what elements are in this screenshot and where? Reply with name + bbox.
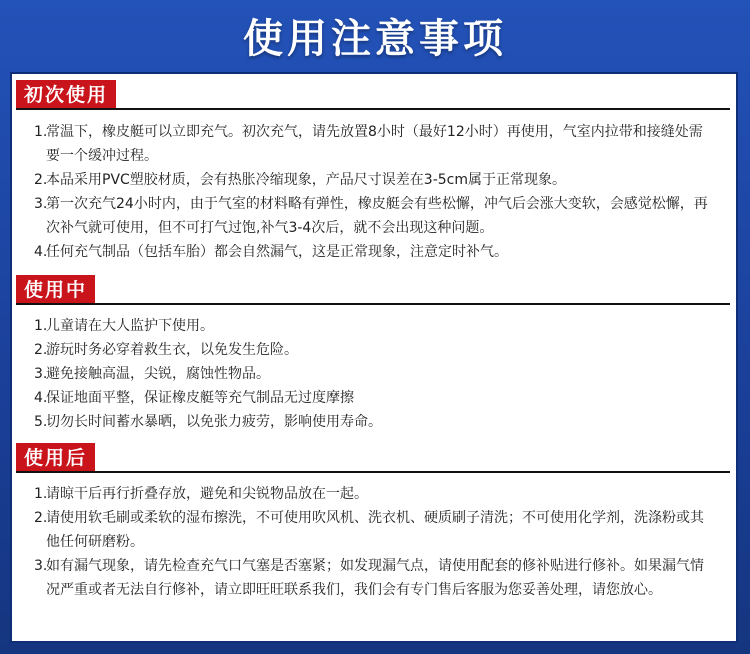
section-divider xyxy=(16,108,730,110)
item-text: 任何充气制品（包括车胎）都会自然漏气，这是正常现象，注意定时补气。 xyxy=(46,244,508,260)
list-item xyxy=(34,554,710,602)
section-list-in-use xyxy=(34,314,710,434)
section-heading-after-use: 使用后 xyxy=(16,443,95,473)
page-title: 使用注意事项 xyxy=(243,15,507,62)
section-list-first-use xyxy=(34,120,710,264)
list-item xyxy=(34,192,710,240)
item-text: 请使用软毛刷或柔软的湿布擦洗，不可使用吹风机、洗衣机、硬质刷子清洗；不可使用化学剂，洗涤粉或其他任何研磨粉。 xyxy=(46,510,704,550)
item-text: 第一次充气24小时内，由于气室的材料略有弹性，橡皮艇会有些松懈，冲气后会涨大变软，会感觉松懈，再次补气就可使用，但不可打气过饱,补气3-4次后，就不会出现这种问题。 xyxy=(46,196,708,236)
section-divider xyxy=(16,471,730,473)
item-text: 常温下，橡皮艇可以立即充气。初次充气，请先放置8小时（最好12小时）再使用，气室内拉带和接缝处需要一个缓冲过程。 xyxy=(46,124,703,164)
item-number: 1. xyxy=(34,318,48,334)
item-text: 如有漏气现象，请先检查充气口气塞是否塞紧；如发现漏气点，请使用配套的修补贴进行修补。如果漏气情况严重或者无法自行修补，请立即旺旺联系我们，我们会有专门售后客服为您妥善处理，请您放心。 xyxy=(46,558,704,598)
item-text: 避免接触高温，尖锐，腐蚀性物品。 xyxy=(46,366,270,382)
item-number: 1. xyxy=(34,124,48,140)
item-text: 本品采用PVC塑胶材质，会有热胀冷缩现象，产品尺寸误差在3-5cm属于正常现象。 xyxy=(46,172,566,188)
item-text: 游玩时务必穿着救生衣，以免发生危险。 xyxy=(46,342,298,358)
section-heading-in-use: 使用中 xyxy=(16,275,95,305)
item-number: 4. xyxy=(34,244,48,260)
list-item xyxy=(34,410,710,434)
item-number: 5. xyxy=(34,414,48,430)
list-item xyxy=(34,240,710,264)
item-number: 2. xyxy=(34,510,48,526)
list-item xyxy=(34,314,710,338)
item-number: 2. xyxy=(34,342,48,358)
item-text: 请晾干后再行折叠存放，避免和尖锐物品放在一起。 xyxy=(46,486,368,502)
section-divider xyxy=(16,303,730,305)
list-item xyxy=(34,338,710,362)
item-text: 保证地面平整，保证橡皮艇等充气制品无过度摩擦 xyxy=(46,390,354,406)
item-text: 切勿长时间蓄水暴晒，以免张力疲劳，影响使用寿命。 xyxy=(46,414,382,430)
item-number: 3. xyxy=(34,366,48,382)
item-number: 4. xyxy=(34,390,48,406)
notice-panel xyxy=(10,72,738,643)
list-item xyxy=(34,362,710,386)
list-item xyxy=(34,506,710,554)
list-item xyxy=(34,386,710,410)
section-heading-first-use: 初次使用 xyxy=(16,80,116,110)
item-number: 1. xyxy=(34,486,48,502)
item-text: 儿童请在大人监护下使用。 xyxy=(46,318,214,334)
item-number: 3. xyxy=(34,196,48,212)
list-item xyxy=(34,482,710,506)
list-item xyxy=(34,120,710,168)
item-number: 2. xyxy=(34,172,48,188)
section-list-after-use xyxy=(34,482,710,602)
item-number: 3. xyxy=(34,558,48,574)
title-bar xyxy=(0,0,750,70)
list-item xyxy=(34,168,710,192)
